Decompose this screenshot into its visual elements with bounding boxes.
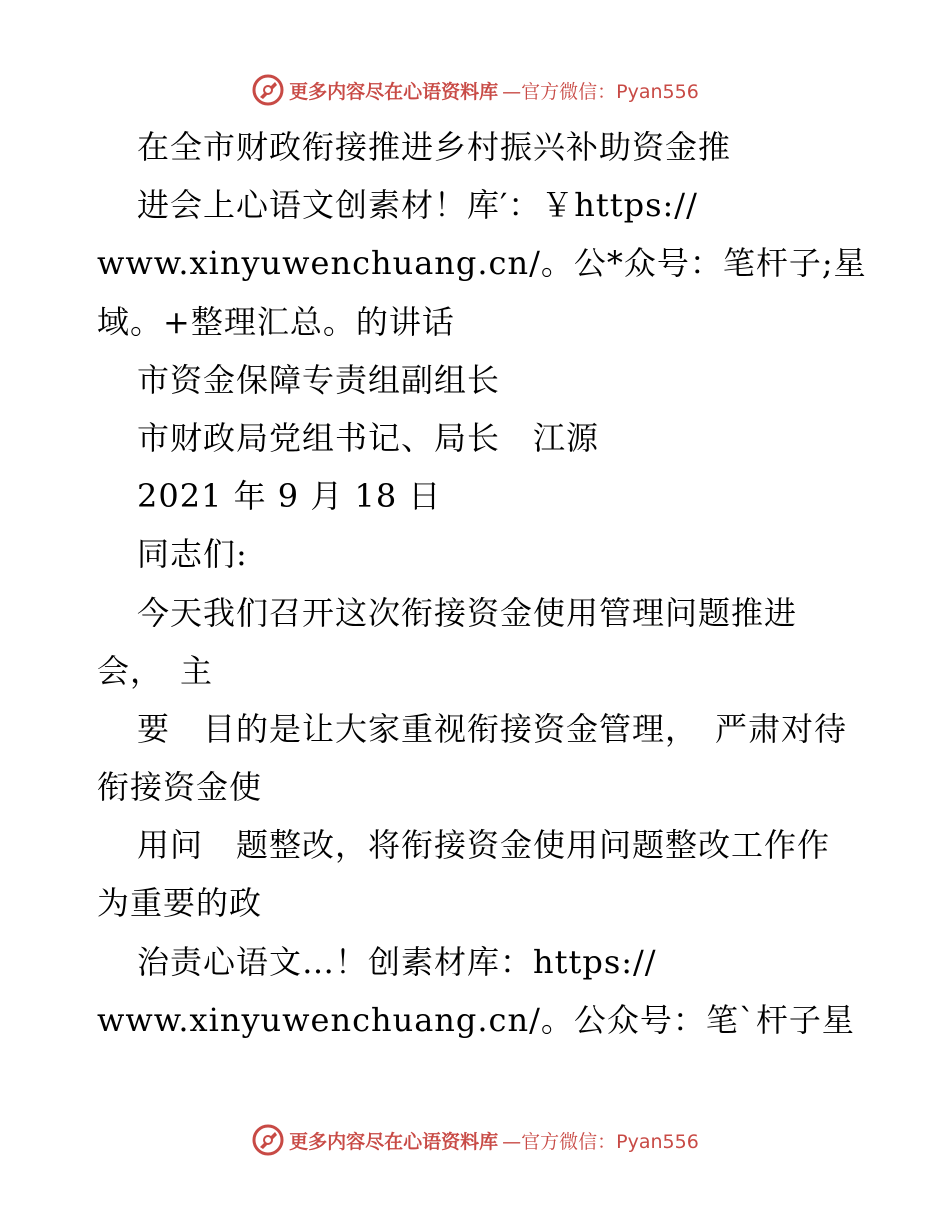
paragraph-line: 为重要的政 [97, 884, 263, 923]
quill-logo-icon [251, 1123, 285, 1157]
footer-watermark [0, 1120, 950, 1160]
title-line-1: 在全市财政衔接推进乡村振兴补助资金推 [137, 128, 732, 166]
speech-date: 2021 年 9 月 18 日 [137, 477, 442, 516]
paragraph-line: 要 目的是让大家重视衔接资金管理， 严肃对待 [137, 709, 848, 748]
title-line-2: 进会上心语文创素材！库′：￥https:// [137, 186, 698, 225]
watermark-main-text: 更多内容尽在心语资料库 [289, 1130, 499, 1153]
quill-logo-icon [251, 73, 285, 107]
paragraph-line: www.xinyuwenchuang.cn/。公众号：笔`杆子星 [97, 1000, 855, 1039]
salutation: 同志们: [137, 535, 248, 574]
paragraph-line: 今天我们召开这次衔接资金使用管理问题推进 [137, 593, 798, 632]
document-body [97, 118, 867, 1049]
watermark-contact-text: —官方微信：Pyan556 [502, 1130, 699, 1153]
watermark-main-text: 更多内容尽在心语资料库 [289, 80, 499, 103]
speaker-position: 市资金保障专责组副组长 [137, 360, 501, 399]
title-line-3: www.xinyuwenchuang.cn/。公*众号：笔杆子;星 [97, 244, 867, 283]
paragraph-line: 衔接资金使 [97, 768, 263, 807]
title-line-4: 域。+整理汇总。的讲话 [97, 302, 455, 341]
paragraph-line: 治责心语文…！创素材库：https:// [137, 942, 657, 981]
speaker-title-name: 市财政局党组书记、局长 江源 [137, 418, 600, 457]
paragraph-line: 会， 主 [97, 651, 214, 690]
header-watermark [0, 70, 950, 110]
watermark-contact-text: —官方微信：Pyan556 [502, 80, 699, 103]
paragraph-line: 用问 题整改，将衔接资金使用问题整改工作作 [137, 826, 831, 865]
